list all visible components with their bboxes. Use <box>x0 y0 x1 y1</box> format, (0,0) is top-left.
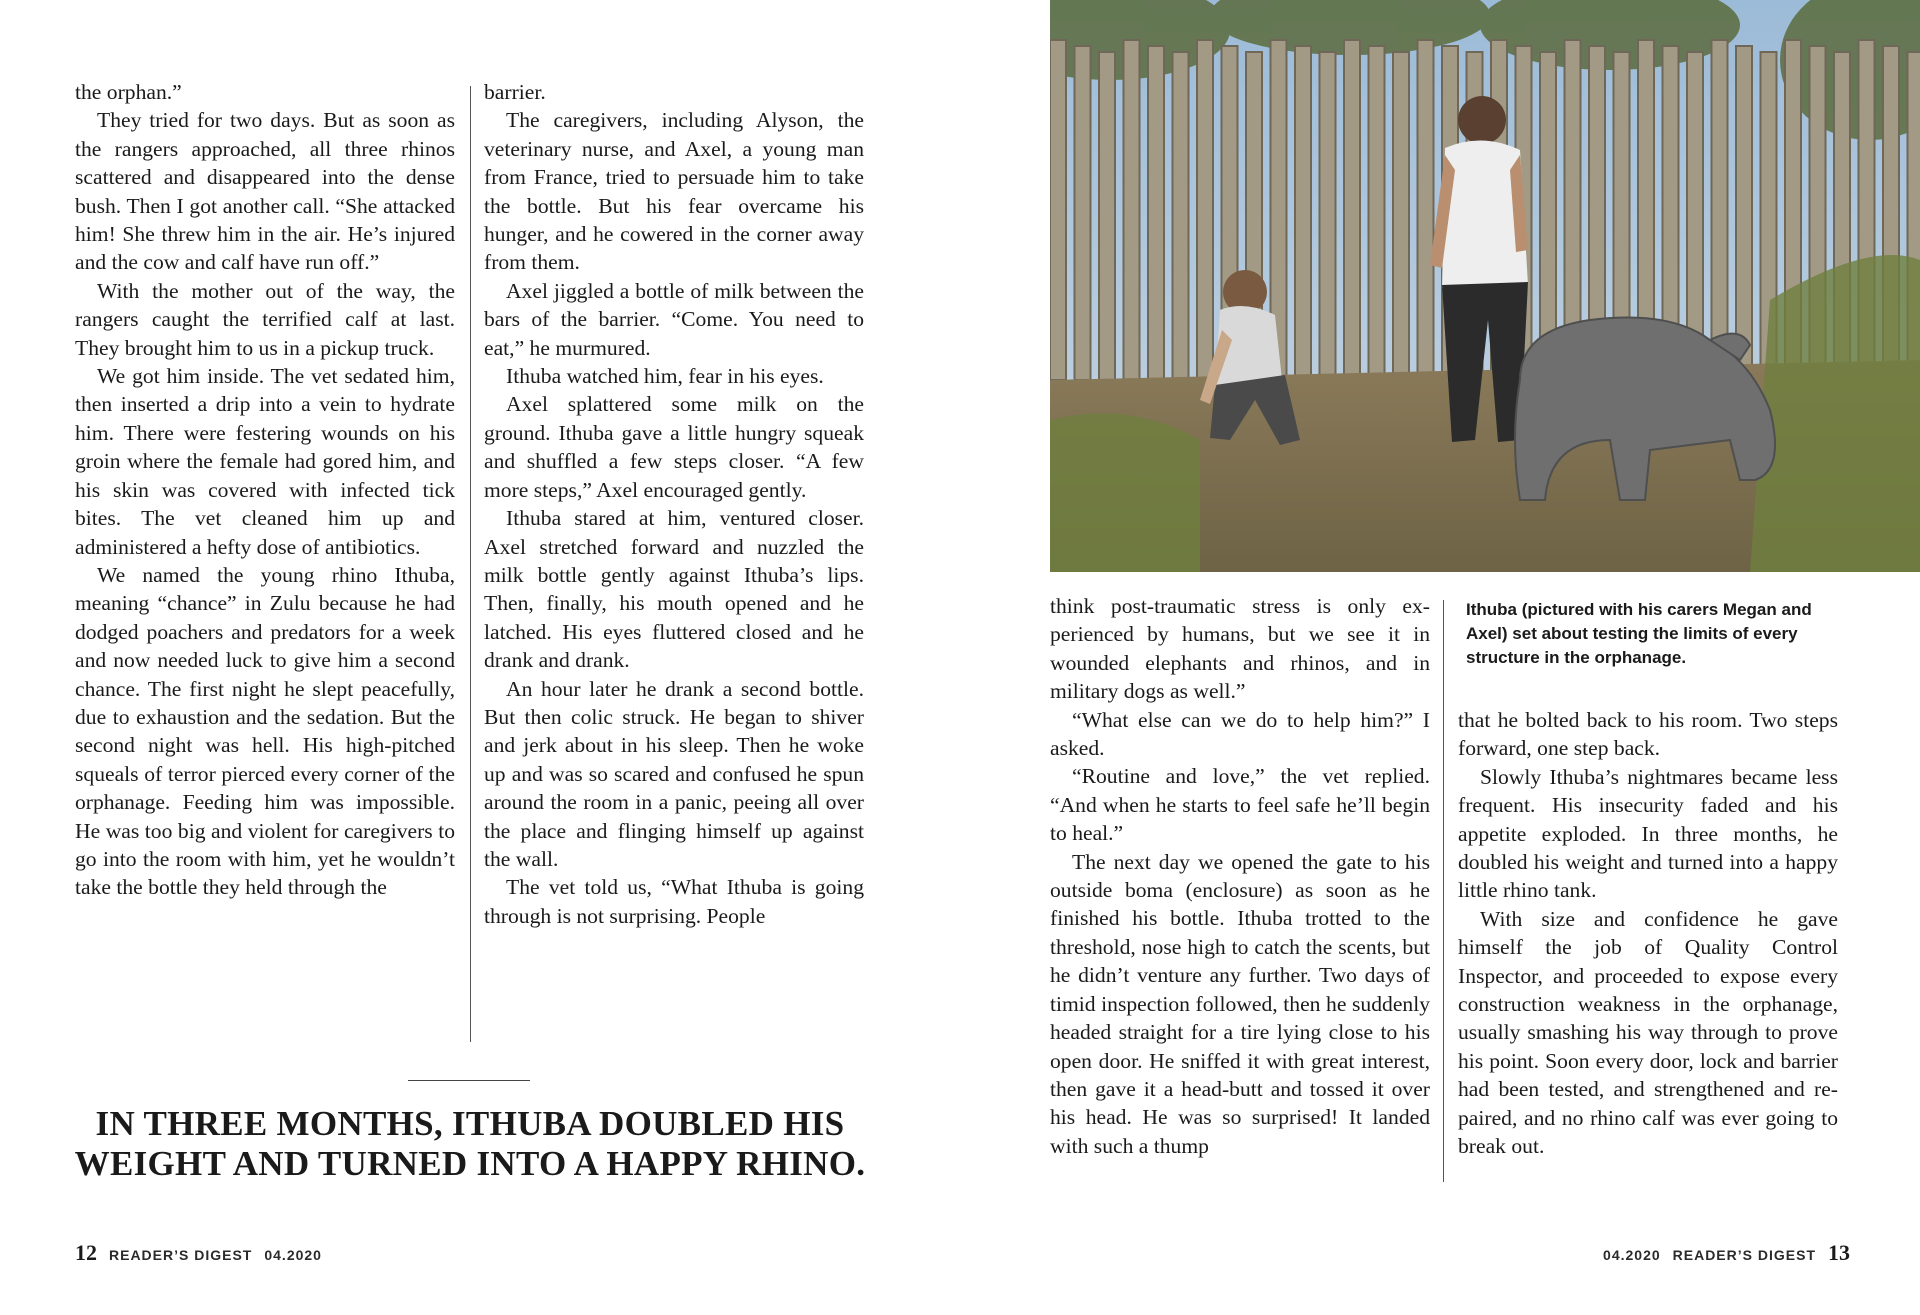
paragraph: They tried for two days. But as soon as the rangers approached, all three rhinos scattered and disappeared into the dense bush. Then I got another call. “She attacked him! She threw him in the air. He’s injured and the cow and calf have run off.” <box>75 108 455 275</box>
fence-post <box>1124 40 1140 380</box>
magazine-name: READER’S DIGEST <box>109 1247 253 1263</box>
paragraph: Ithuba stared at him, ventured closer. Axel stretched forward and nuzzled the milk bottle gently against Ithuba’s lips. Then, finally, his mouth opened and he latched. His eyes fluttered closed and he drank and drank. <box>484 506 864 673</box>
fence-post <box>1712 40 1728 380</box>
paragraph: Slowly Ithuba’s nightmares became less frequent. His insecurity faded and his appetite exploded. In three months, he doubled his weight and turned into a happy little rhino tank. <box>1458 764 1838 903</box>
paragraph: The next day we opened the gate to his outside boma (enclosure) as soon as he finished his bottle. Ithuba trotted to the threshold, nose high to catch the scents, but he didn’t venture any further. Two days of timid inspection followed, then he suddenly headed straight for a tire lying close to his open door. He sniffed it with great interest, then gave it a head-butt and tossed it over his head. He was so surprised! It landed with such a thump <box>1050 849 1430 1158</box>
column-divider <box>1443 600 1444 1182</box>
article-column-4 <box>1458 706 1838 1161</box>
paragraph: the orphan.” <box>75 80 182 104</box>
fence-post <box>1418 40 1434 380</box>
paragraph: The caregivers, including Alyson, the veterinary nurse, and Axel, a young man from France, tried to persuade him to take the bottle. But his fear overcame his hunger, and he cowered in the corner away from them. <box>484 108 864 275</box>
photo-caption: Ithuba (pictured with his carers Megan and Axel) set about testing the limits of every structure in the orphanage. <box>1466 600 1812 667</box>
paragraph: We got him inside. The vet sedated him, then inserted a drip into a vein to hydrate him. There were festering wounds on his groin where the female had gored him, and his skin was covered with infected tick bites. The vet cleaned him up and administered a hefty dose of antibiotics. <box>75 364 455 559</box>
fence-post <box>1295 46 1311 380</box>
rhino-calf-with-carers-photo <box>1050 0 1920 572</box>
paragraph: “Routine and love,” the vet replied. “And when he starts to feel safe he’ll begin to heal.” <box>1050 764 1430 846</box>
fence-post <box>1075 46 1091 380</box>
pull-quote: IN THREE MONTHS, ITHUBA DOUBLED HIS WEIGHT AND TURNED INTO A HAPPY RHINO. <box>74 1104 866 1183</box>
paragraph: that he bolted back to his room. Two steps forward, one step back. <box>1458 708 1838 761</box>
page-number: 12 <box>75 1240 97 1265</box>
fence-post <box>1320 52 1336 380</box>
fence-post <box>1099 52 1115 380</box>
article-column-2 <box>484 78 864 930</box>
paragraph: Axel splattered some milk on the ground. Ithuba gave a little hungry squeak and shuffled a few steps closer. “A few more steps,” Axel encouraged gently. <box>484 392 864 502</box>
fence-post <box>1736 46 1752 380</box>
paragraph: Ithuba watched him, fear in his eyes. <box>506 364 824 389</box>
paragraph: “What else can we do to help him?” I asked. <box>1050 707 1430 761</box>
column-divider <box>470 86 471 1042</box>
folio-left <box>75 1240 322 1266</box>
right-page <box>960 0 1920 1315</box>
article-column-1 <box>75 78 455 902</box>
fence-post <box>1369 46 1385 380</box>
paragraph: Axel jiggled a bottle of milk between the bars of the barrier. “Come. You need to eat,” he murmured. <box>484 278 864 360</box>
fence-post <box>1344 40 1360 380</box>
paragraph: With the mother out of the way, the rangers caught the terrified calf at last. They brought him to us in a pickup truck. <box>75 278 455 360</box>
fence-post <box>1393 52 1409 380</box>
issue-date: 04.2020 <box>264 1247 322 1263</box>
paragraph: An hour later he drank a second bottle. But then colic struck. He began to shiver and jerk about in his sleep. Then he woke up and was so scared and confused he spun around the room in a panic, peeing all over the place and flinging himself up against the wall. <box>484 676 864 871</box>
paragraph: The vet told us, “What Ithuba is going through is not surprising. People <box>484 875 864 928</box>
issue-date: 04.2020 <box>1603 1247 1661 1263</box>
fence-post <box>1050 40 1066 380</box>
folio-right <box>1603 1240 1850 1266</box>
page-number: 13 <box>1828 1240 1850 1265</box>
paragraph: With size and confidence he gave himself the job of Quality Control Inspector, and proceeded to expose every construction weakness in the orphanage, usually smashing his way through to prove his point. Soon every door, lock and barrier had been tested, and strengthened and repaired, and no rhino calf was ever going to break out. <box>1458 906 1838 1159</box>
article-column-3 <box>1050 592 1430 1160</box>
pull-quote-rule <box>408 1080 530 1081</box>
fence-post <box>1197 40 1213 380</box>
fence-post <box>1173 52 1189 380</box>
paragraph: barrier. <box>484 80 546 104</box>
magazine-name: READER’S DIGEST <box>1672 1247 1816 1263</box>
paragraph: We named the young rhino Ithuba, meaning “chance” in Zulu because he had dodged poachers and predators for a week and now needed luck to give him a second chance. The first night he slept peacefully, due to exhaustion and the sedation. But the second night was hell. His high-pitched squeals of terror pierced every corner of the orphanage. Feeding him was impossible. He was too big and violent for caregivers to go into the room with him, yet he wouldn’t take the bottle they held through the <box>75 562 455 900</box>
fence-post <box>1148 46 1164 380</box>
paragraph: think post-traumatic stress is only experienced by humans, but we see it in wounded elephants and rhinos, and in military dogs as well.” <box>1050 594 1430 704</box>
